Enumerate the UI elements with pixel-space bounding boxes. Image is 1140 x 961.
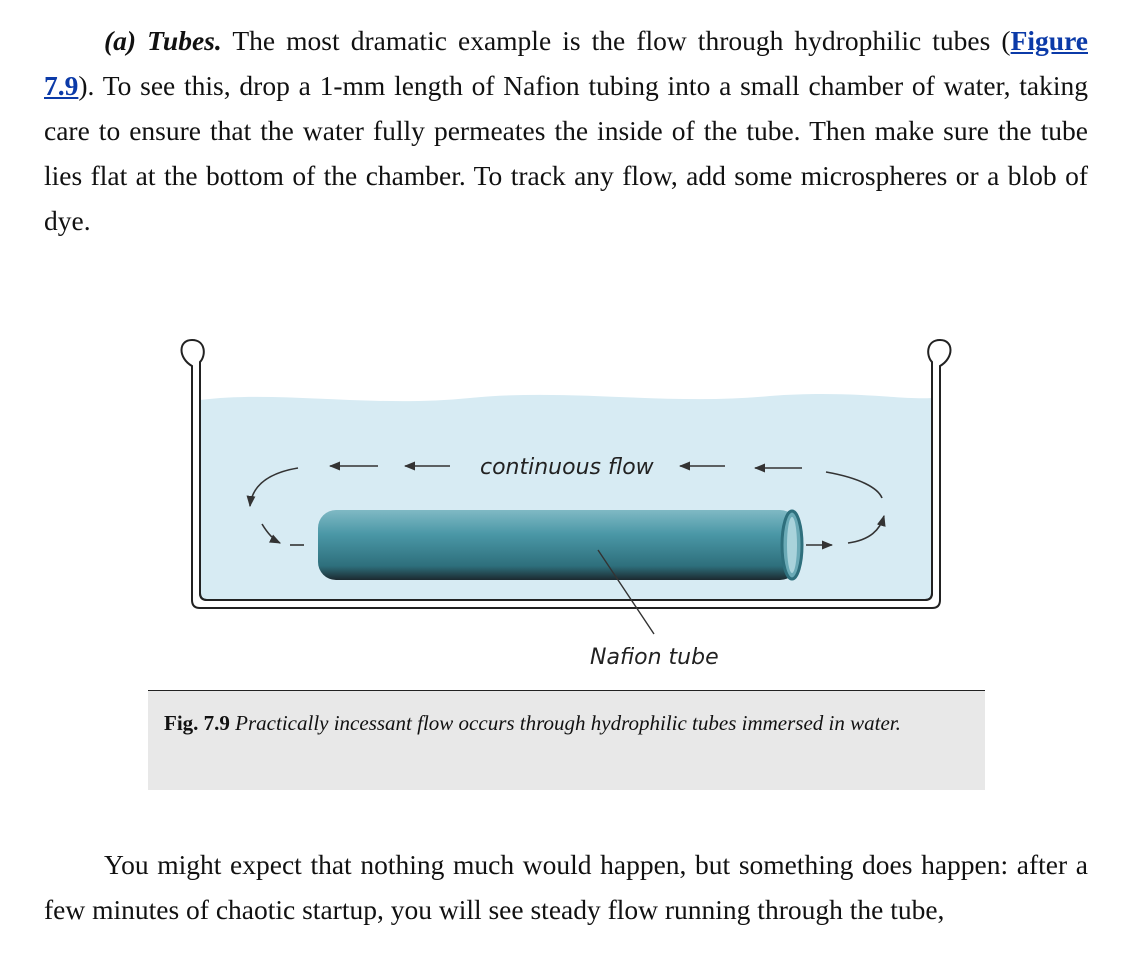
- paragraph-text: You might expect that nothing much would happen, but something does happen: after a few minutes of chaotic startup, you will see steady flow running through the tube,: [44, 849, 1088, 925]
- nafion-tube: [318, 510, 798, 580]
- figure-caption: [148, 690, 985, 790]
- body-paragraph: [44, 842, 1088, 932]
- section-lead: (a) Tubes.: [104, 25, 222, 56]
- caption-text: Practically incessant flow occurs through hydrophilic tubes immersed in water.: [229, 711, 901, 735]
- intro-paragraph: [44, 18, 1088, 243]
- tube-label: Nafion tube: [590, 645, 719, 670]
- caption-label: Fig. 7.9: [164, 711, 230, 735]
- flow-label: continuous flow: [480, 455, 654, 480]
- figure-illustration: [170, 338, 960, 678]
- paragraph-text: The most dramatic example is the flow through hydrophilic tubes (: [221, 25, 1011, 56]
- paragraph-text-continued: ). To see this, drop a 1-mm length of Nafion tubing into a small chamber of water, taking care to ensure that the water fully permeates the inside of the tube. Then make sure the tube lies flat at the bottom of the chamber. To track any flow, add some microspheres or a blob of dye.: [44, 70, 1088, 236]
- figure-link[interactable]: Figure 7.9: [44, 25, 1088, 101]
- figure-nafion-tube: [170, 338, 960, 678]
